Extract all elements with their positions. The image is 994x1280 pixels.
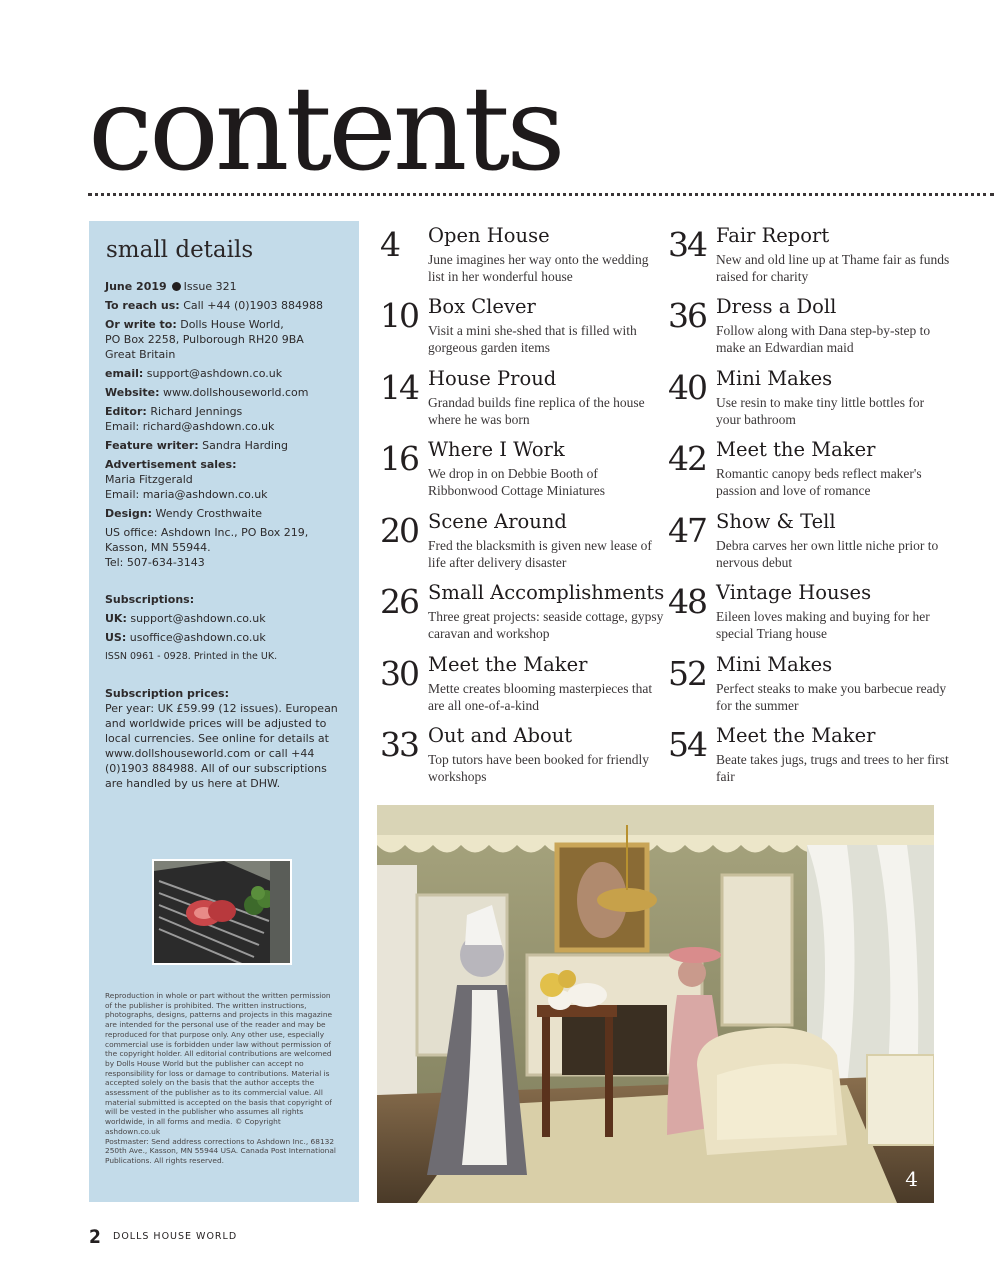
toc-title: Scene Around (428, 510, 567, 533)
toc-title: Vintage Houses (716, 581, 872, 604)
toc-title: Small Accomplishments (428, 581, 665, 604)
toc-page-number: 40 (668, 368, 706, 407)
email-value: support@ashdown.co.uk (146, 367, 283, 380)
toc-description: Mette creates blooming masterpieces that are all one-of-a-kind (428, 681, 653, 713)
feature-writer-name: Sandra Harding (202, 439, 288, 452)
toc-description: We drop in on Debbie Booth of Ribbonwood Cottage Miniatures (428, 466, 605, 498)
subscriptions-label: Subscriptions: (105, 593, 195, 606)
page-title: contents (88, 62, 562, 197)
toc-description: Use resin to make tiny little bottles for your bathroom (716, 395, 925, 427)
toc-page-number: 4 (380, 225, 399, 264)
editor-name: Richard Jennings (150, 405, 243, 418)
toc-page-number: 36 (668, 296, 706, 335)
dolls-house-room-photo (377, 805, 934, 1203)
ad-sales-label: Advertisement sales: (105, 458, 237, 471)
toc-page-number: 54 (668, 725, 706, 764)
toc-description: Eileen loves making and buying for her special Triang house (716, 609, 930, 641)
toc-page-number: 14 (380, 368, 418, 407)
folio-page-number: 2 (89, 1226, 101, 1248)
toc-title: Meet the Maker (716, 724, 876, 747)
toc-page-number: 16 (380, 439, 418, 478)
issn: ISSN 0961 - 0928. Printed in the UK. (105, 651, 278, 662)
write-line-3: Great Britain (105, 348, 176, 361)
editor-label: Editor: (105, 405, 147, 418)
toc-description: Grandad builds fine replica of the house where he was born (428, 395, 645, 427)
toc-description: Beate takes jugs, trugs and trees to her first fair (716, 752, 949, 784)
steak-barbecue-photo (152, 859, 292, 965)
toc-title: Out and About (428, 724, 573, 747)
feature-writer-label: Feature writer: (105, 439, 199, 452)
sidebar-details (105, 279, 345, 795)
toc-page-number: 47 (668, 511, 706, 550)
toc-title: Mini Makes (716, 653, 833, 676)
us-office-line-2: Kasson, MN 55944. (105, 541, 211, 554)
write-line-2: PO Box 2258, Pulborough RH20 9BA (105, 333, 304, 346)
toc-title: Fair Report (716, 224, 830, 247)
toc-title: Box Clever (428, 295, 536, 318)
toc-description: Fred the blacksmith is given new lease of life after delivery disaster (428, 538, 652, 570)
toc-description: Visit a mini she-shed that is filled with gorgeous garden items (428, 323, 637, 355)
small-details-sidebar (89, 221, 359, 1202)
toc-title: Where I Work (428, 438, 565, 461)
us-office-line-3: Tel: 507-634-3143 (105, 556, 205, 569)
toc-page-number: 26 (380, 582, 418, 621)
us-label: US: (105, 631, 127, 644)
editor-email: Email: richard@ashdown.co.uk (105, 420, 275, 433)
uk-email: support@ashdown.co.uk (130, 612, 266, 625)
toc-title: Show & Tell (716, 510, 836, 533)
toc-page-number: 10 (380, 296, 418, 335)
toc-page-number: 42 (668, 439, 706, 478)
design-label: Design: (105, 507, 153, 520)
toc-title: House Proud (428, 367, 557, 390)
toc-description: Top tutors have been booked for friendly workshops (428, 752, 649, 784)
toc-description: New and old line up at Thame fair as funds raised for charity (716, 252, 950, 284)
write-line-1: Dolls House World, (180, 318, 284, 331)
toc-description: June imagines her way onto the wedding list in her wonderful house (428, 252, 649, 284)
toc-title: Dress a Doll (716, 295, 837, 318)
toc-page-number: 33 (380, 725, 418, 764)
toc-page-number: 52 (668, 654, 706, 693)
postmaster-text: Postmaster: Send address corrections to Ashdown Inc., 68132 250th Ave., Kasson, MN 55944 USA. Canada Post International Publications. All rights reserved. (105, 1136, 336, 1165)
ad-sales-email: Email: maria@ashdown.co.uk (105, 488, 268, 501)
toc-title: Open House (428, 224, 550, 247)
toc-description: Three great projects: seaside cottage, gypsy caravan and workshop (428, 609, 664, 641)
design-name: Wendy Crosthwaite (155, 507, 263, 520)
us-office-line-1: US office: Ashdown Inc., PO Box 219, (105, 526, 309, 539)
toc-title: Meet the Maker (428, 653, 588, 676)
photo-page-reference: 4 (905, 1167, 918, 1191)
toc-description: Perfect steaks to make you barbecue ready for the summer (716, 681, 947, 713)
prices-text: Per year: UK £59.99 (12 issues). European and worldwide prices will be adjusted to local currencies. See online for details at www.dollshouseworld.com or call +44 (0)1903 884988. All of our subscriptions are handled by us here at DHW. (105, 702, 338, 790)
write-label: Or write to: (105, 318, 177, 331)
toc-title: Mini Makes (716, 367, 833, 390)
legal-text: Reproduction in whole or part without the written permission of the publisher is prohibited. The written instructions, photographs, designs, patterns and projects in this magazine are intended for the personal use of the reader and may be reproduced for that purpose only. Any other use, especially commercial use is forbidden under law without permission of the copyright holder. All editorial contributions are welcomed by Dolls House World but the publisher can accept no responsibility for loss or damage to contributions. Material is accepted solely on the basis that the author accepts the assessment of the publisher as to its commercial value. All material submitted is accepted on the basis that copyright of will be vested in the publisher who assumes all rights worldwide, in all forms and media. © Copyright ashdown.co.uk (105, 991, 333, 1136)
folio-magazine-name: DOLLS HOUSE WORLD (113, 1231, 238, 1242)
dotted-divider (88, 193, 994, 196)
toc-page-number: 34 (668, 225, 706, 264)
prices-label: Subscription prices: (105, 687, 230, 700)
toc-title: Meet the Maker (716, 438, 876, 461)
reach-label: To reach us: (105, 299, 180, 312)
reach-phone: Call +44 (0)1903 884988 (183, 299, 324, 312)
sidebar-heading: small details (106, 237, 254, 263)
legal-notice (105, 991, 337, 1166)
us-email: usoffice@ashdown.co.uk (129, 631, 266, 644)
toc-page-number: 30 (380, 654, 418, 693)
ad-sales-name: Maria Fitzgerald (105, 473, 193, 486)
uk-label: UK: (105, 612, 127, 625)
issue-number: Issue 321 (183, 280, 237, 293)
toc-description: Follow along with Dana step-by-step to make an Edwardian maid (716, 323, 931, 355)
toc-description: Romantic canopy beds reflect maker's passion and love of romance (716, 466, 922, 498)
bullet-icon (172, 282, 181, 291)
toc-description: Debra carves her own little niche prior to nervous debut (716, 538, 939, 570)
website-value: www.dollshouseworld.com (163, 386, 309, 399)
toc-page-number: 20 (380, 511, 418, 550)
website-label: Website: (105, 386, 160, 399)
email-label: email: (105, 367, 144, 380)
issue-date: June 2019 (105, 280, 167, 293)
toc-page-number: 48 (668, 582, 706, 621)
